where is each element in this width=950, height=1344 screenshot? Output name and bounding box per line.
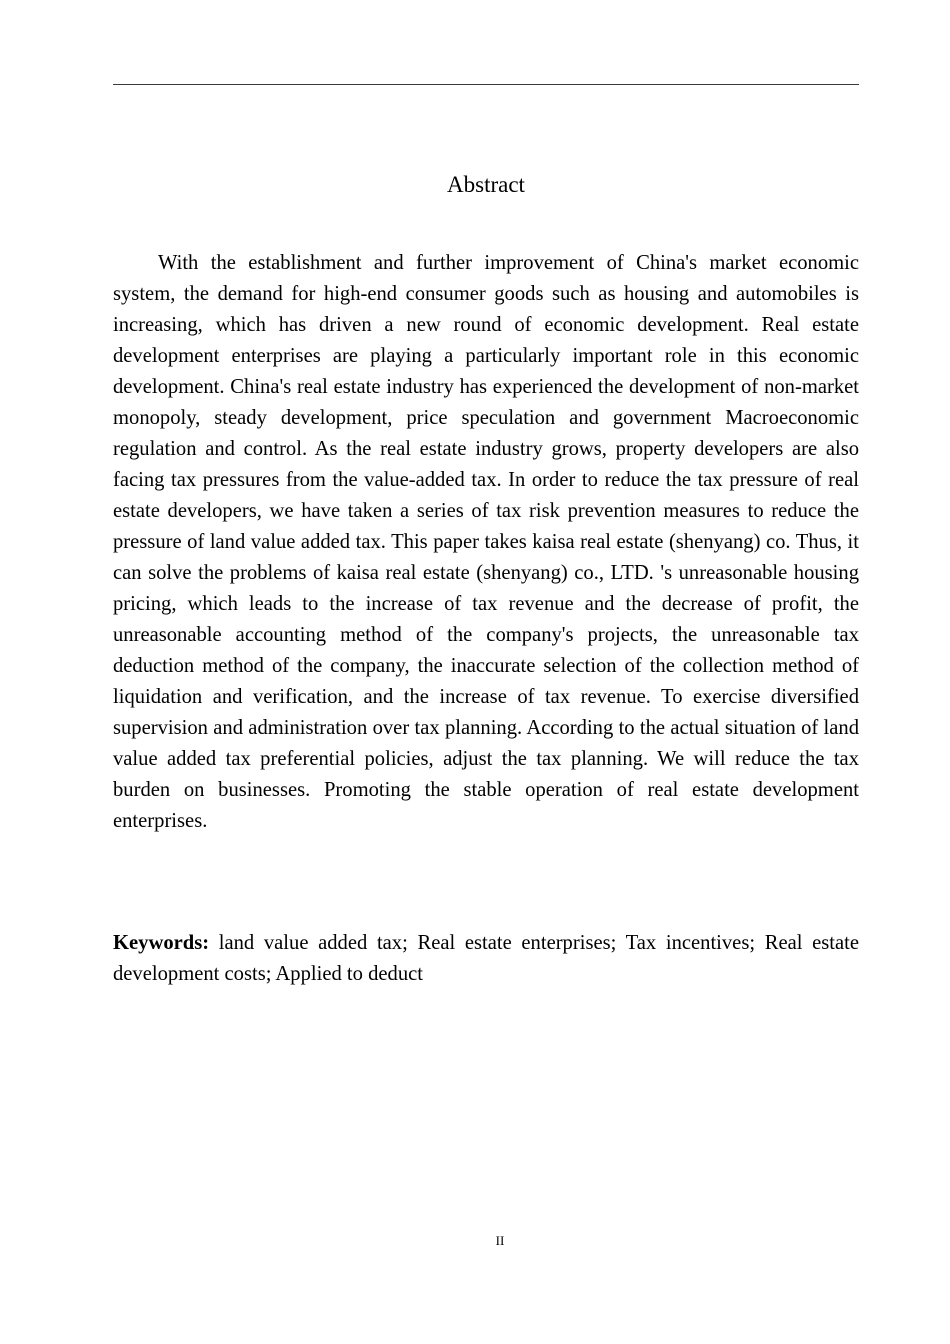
- keywords-paragraph: [113, 928, 859, 990]
- page-title: Abstract: [447, 172, 525, 197]
- page-number: II: [495, 1233, 505, 1248]
- keywords-list: land value added tax; Real estate enterprises; Tax incentives; Real estate development costs; Applied to deduct: [113, 932, 859, 985]
- header-rule: [113, 84, 859, 85]
- keywords-label: Keywords:: [113, 932, 210, 954]
- abstract-paragraph: With the establishment and further improvement of China's market economic system, the demand for high-end consumer goods such as housing and automobiles is increasing, which has driven a new round of economic development. Real estate development enterprises are playing a particularly important role in this economic development. China's real estate industry has experienced the development of non-market monopoly, steady development, price speculation and government Macroeconomic regulation and control. As the real estate industry grows, property developers are also facing tax pressures from the value-added tax. In order to reduce the tax pressure of real estate developers, we have taken a series of tax risk prevention measures to reduce the pressure of land value added tax. This paper takes kaisa real estate (shenyang) co. Thus, it can solve the problems of kaisa real estate (shenyang) co., LTD. 's unreasonable housing pricing, which leads to the increase of tax revenue and the decrease of profit, the unreasonable accounting method of the company's projects, the unreasonable tax deduction method of the company, the inaccurate selection of the collection method of liquidation and verification, and the increase of tax revenue. To exercise diversified supervision and administration over tax planning. According to the actual situation of land value added tax preferential policies, adjust the tax planning. We will reduce the tax burden on businesses. Promoting the stable operation of real estate development enterprises.: [113, 252, 859, 832]
